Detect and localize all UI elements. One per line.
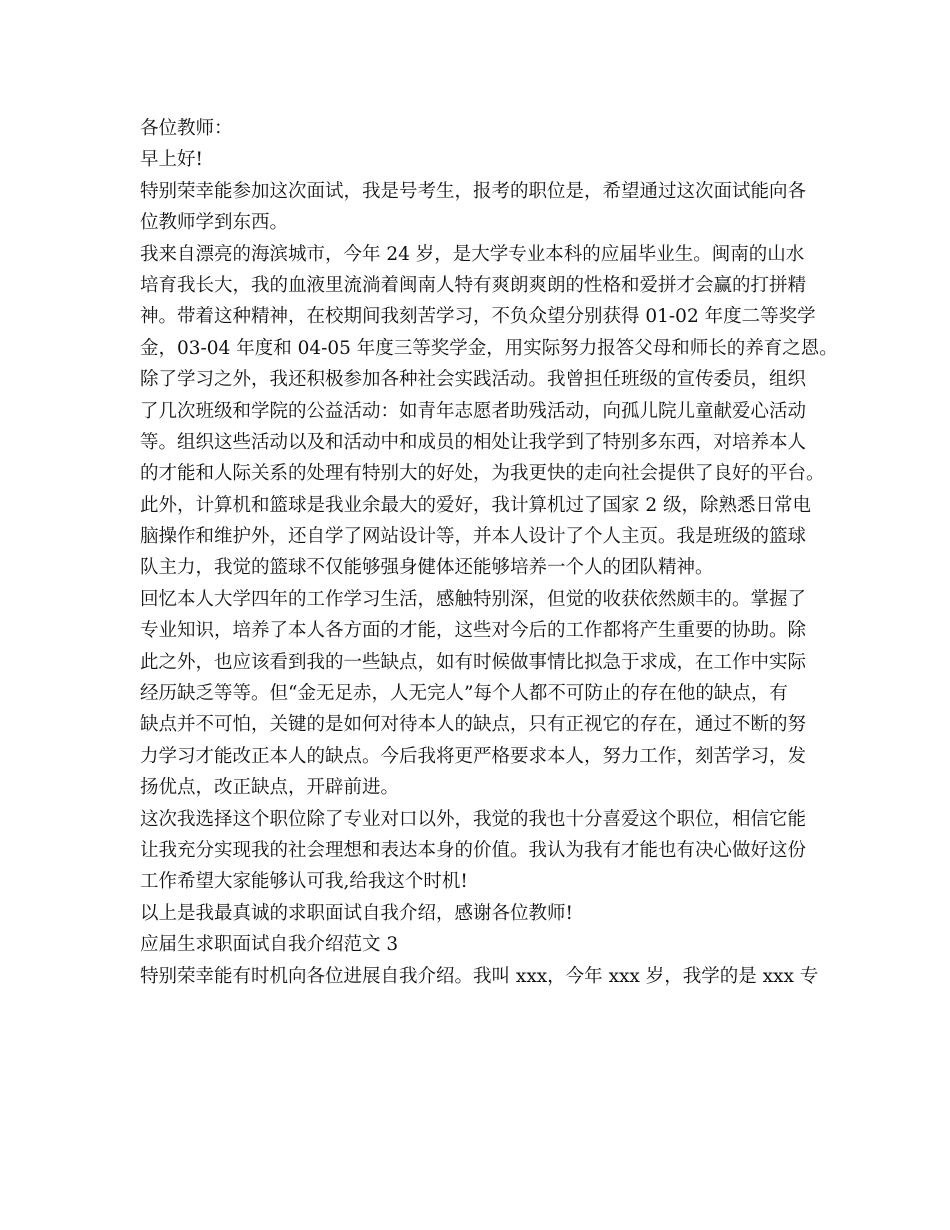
text-line: 除了学习之外，我还积极参加各种社会实践活动。我曾担任班级的宣传委员，组织 — [140, 369, 807, 391]
text-line: 队主力，我觉的篮球不仅能够强身健体还能够培养一个人的团队精神。 — [140, 557, 714, 579]
text-line: 位教师学到东西。 — [140, 212, 289, 234]
text-line: 特别荣幸能有时机向各位进展自我介绍。我叫 xxx，今年 xxx 岁，我学的是 xxx 专 — [140, 965, 819, 987]
section-heading: 应届生求职面试自我介绍范文 3 — [140, 934, 399, 956]
text-line: 力学习才能改正本人的缺点。今后我将更严格要求本人，努力工作，刻苦学习，发 — [140, 745, 807, 767]
text-line: 等。组织这些活动以及和活动中和成员的相处让我学到了特别多东西，对培养本人 — [140, 431, 807, 453]
text-line: 培育我长大，我的血液里流淌着闽南人特有爽朗爽朗的性格和爱拼才会赢的打拼精 — [140, 274, 807, 296]
text-line: 了几次班级和学院的公益活动：如青年志愿者助残活动，向孤儿院儿童献爱心活动 — [140, 400, 807, 422]
greeting-line: 早上好! — [140, 149, 203, 171]
text-line: 此外，计算机和篮球是我业余最大的爱好，我计算机过了国家 2 级，除熟悉日常电 — [140, 494, 812, 516]
text-line: 此之外，也应该看到我的一些缺点，如有时候做事情比拟急于求成，在工作中实际 — [140, 651, 807, 673]
text-line: 脑操作和维护外，还自学了网站设计等，并本人设计了个人主页。我是班级的篮球 — [140, 526, 807, 548]
text-line: 工作希望大家能够认可我,给我这个时机! — [140, 871, 468, 893]
document-body — [140, 113, 838, 992]
text-line: 我来自漂亮的海滨城市，今年 24 岁，是大学专业本科的应届毕业生。闽南的山水 — [140, 243, 805, 265]
text-line: 这次我选择这个职位除了专业对口以外，我觉的我也十分喜爱这个职位，相信它能 — [140, 808, 807, 830]
greeting-line: 各位教师： — [140, 118, 233, 139]
text-line: 回忆本人大学四年的工作学习生活，感触特别深，但觉的收获依然颇丰的。掌握了 — [140, 588, 807, 610]
text-line: 金，03-04 年度和 04-05 年度三等奖学金，用实际努力报答父母和师长的养育之恩。 — [140, 337, 838, 359]
text-line: 特别荣幸能参加这次面试，我是号考生，报考的职位是，希望通过这次面试能向各 — [140, 180, 807, 202]
text-line: 让我充分实现我的社会理想和表达本身的价值。我认为我有才能也有决心做好这份 — [140, 839, 807, 861]
text-line: 经历缺乏等等。但“金无足赤，人无完人”每个人都不可防止的存在他的缺点，有 — [140, 683, 788, 705]
text-line: 专业知识，培养了本人各方面的才能，这些对今后的工作都将产生重要的协助。除 — [140, 620, 807, 642]
text-line: 扬优点，改正缺点，开辟前进。 — [140, 777, 400, 799]
text-line: 的才能和人际关系的处理有特别大的好处，为我更快的走向社会提供了良好的平台。 — [140, 463, 825, 485]
text-line: 缺点并不可怕，关键的是如何对待本人的缺点，只有正视它的存在，通过不断的努 — [140, 714, 807, 736]
text-line: 神。带着这种精神，在校期间我刻苦学习，不负众望分别获得 01-02 年度二等奖学 — [140, 306, 816, 328]
text-line: 以上是我最真诚的求职面试自我介绍，感谢各位教师! — [140, 902, 573, 924]
